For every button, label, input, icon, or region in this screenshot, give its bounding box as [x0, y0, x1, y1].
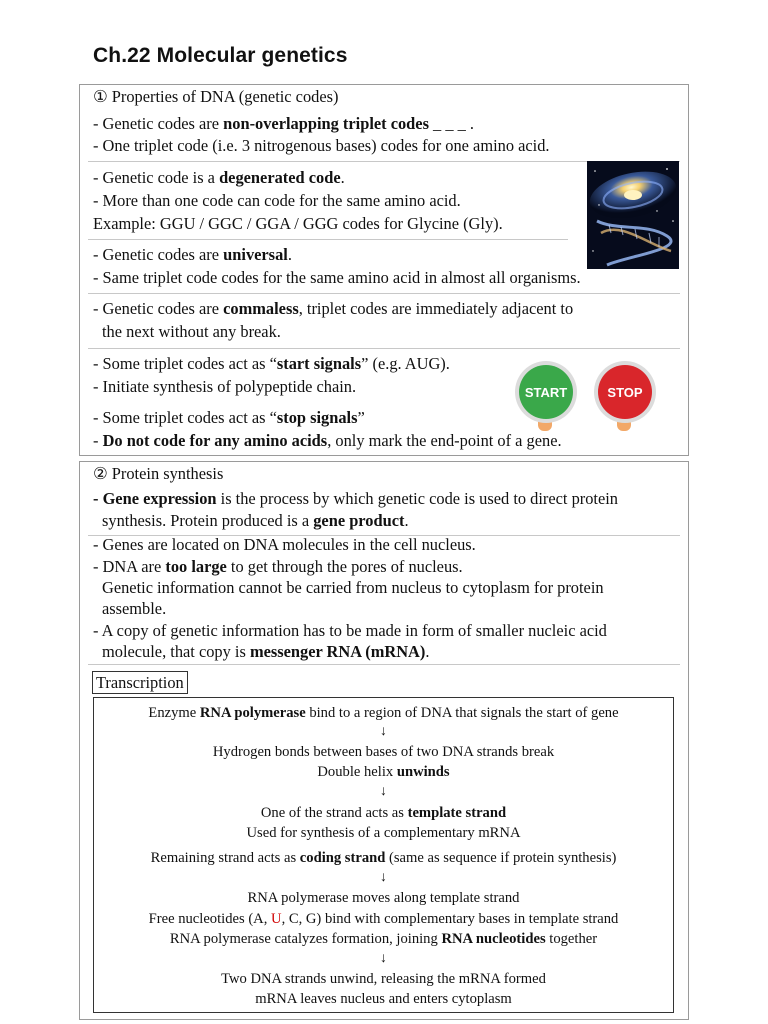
- text-line: - Initiate synthesis of polypeptide chain.: [93, 377, 357, 396]
- text-line: - Some triplet codes act as “stop signals”: [93, 408, 365, 427]
- text-line: - Do not code for any amino acids, only mark the end-point of a gene.: [93, 431, 562, 450]
- flow-step: Remaining strand acts as coding strand (same as sequence if protein synthesis): [150, 850, 617, 866]
- text-line: the next without any break.: [102, 322, 281, 341]
- divider: [88, 348, 680, 349]
- down-arrow-icon: ↓: [380, 870, 387, 885]
- transcription-flowchart: [93, 697, 674, 1013]
- flow-step: Enzyme RNA polymerase bind to a region of DNA that signals the start of gene: [148, 705, 619, 721]
- flow-step: RNA polymerase moves along template strand: [247, 890, 520, 906]
- text-line: Genetic information cannot be carried from nucleus to cytoplasm for protein: [102, 578, 604, 597]
- section2-heading: ② Protein synthesis: [93, 464, 224, 483]
- flow-step: One of the strand acts as template strand: [260, 805, 507, 821]
- text-line: - A copy of genetic information has to be made in form of smaller nucleic acid: [93, 621, 607, 640]
- text-line: - One triplet code (i.e. 3 nitrogenous bases) codes for one amino acid.: [93, 136, 550, 155]
- flow-step: Double helix unwinds: [317, 764, 450, 780]
- text-line: synthesis. Protein produced is a gene product.: [102, 511, 409, 530]
- text-line: - DNA are too large to get through the pores of nucleus.: [93, 557, 463, 576]
- down-arrow-icon: ↓: [380, 784, 387, 799]
- text-line: - Gene expression is the process by which genetic code is used to direct protein: [93, 489, 619, 508]
- flow-step: Free nucleotides (A, U, C, G) bind with complementary bases in template strand: [148, 911, 619, 927]
- down-arrow-icon: ↓: [380, 724, 387, 739]
- text-line: - Genetic codes are universal.: [93, 245, 292, 264]
- text-line: - Genes are located on DNA molecules in the cell nucleus.: [93, 535, 476, 554]
- flow-step: Two DNA strands unwind, releasing the mRNA formed: [221, 971, 546, 987]
- text-line: - Genetic codes are non-overlapping triplet codes _ _ _ .: [93, 114, 475, 133]
- text-line: Example: GGU / GGC / GGA / GGG codes for Glycine (Gly).: [93, 214, 503, 233]
- text-line: - More than one code can code for the same amino acid.: [93, 191, 461, 210]
- stop-sign-icon: [593, 361, 657, 431]
- flow-step: mRNA leaves nucleus and enters cytoplasm: [255, 991, 512, 1007]
- divider: [88, 664, 680, 665]
- text-line: - Some triplet codes act as “start signals” (e.g. AUG).: [93, 354, 450, 373]
- text-line: molecule, that copy is messenger RNA (mRNA).: [102, 642, 430, 661]
- flow-step: Hydrogen bonds between bases of two DNA strands break: [212, 744, 555, 760]
- galaxy-dna-image: [587, 161, 679, 269]
- page-title: Ch.22 Molecular genetics: [93, 44, 348, 67]
- down-arrow-icon: ↓: [380, 951, 387, 966]
- flow-step: Used for synthesis of a complementary mRNA: [246, 825, 521, 841]
- start-sign-label: START: [524, 385, 568, 400]
- transcription-title: Transcription: [92, 671, 188, 694]
- divider: [88, 239, 568, 240]
- start-sign-icon: [514, 361, 578, 431]
- text-line: assemble.: [102, 599, 167, 618]
- text-line: - Genetic codes are commaless, triplet codes are immediately adjacent to: [93, 299, 574, 318]
- text-line: - Genetic code is a degenerated code.: [93, 168, 345, 187]
- flow-step: RNA polymerase catalyzes formation, joining RNA nucleotides together: [169, 931, 598, 947]
- divider: [88, 293, 680, 294]
- section1-heading: ① Properties of DNA (genetic codes): [93, 87, 339, 106]
- text-line: - Same triplet code codes for the same amino acid in almost all organisms.: [93, 268, 581, 287]
- stop-sign-label: STOP: [607, 385, 643, 400]
